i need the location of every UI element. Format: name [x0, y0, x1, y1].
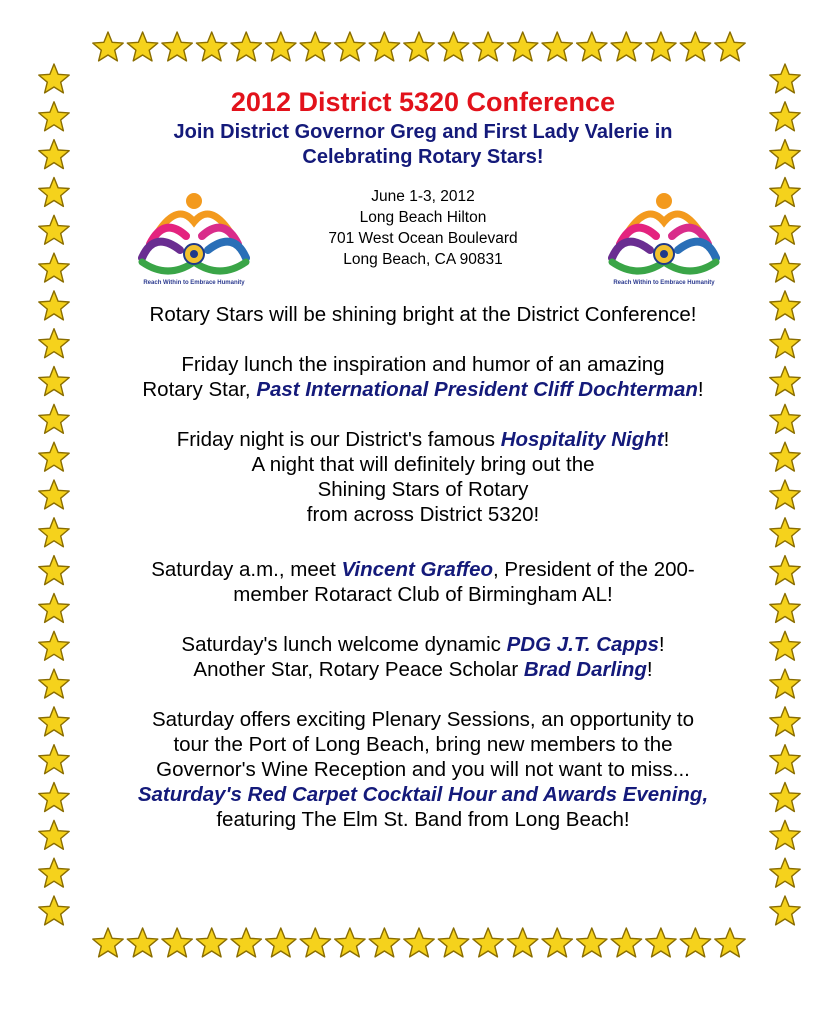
saturday-lunch-line-1-post: !: [658, 633, 665, 656]
star-icon: [404, 32, 434, 61]
star-icon: [680, 928, 711, 957]
paragraph-saturday-am: [78, 557, 768, 607]
star-icon: [93, 32, 123, 61]
logo-figures-icon: [142, 193, 246, 271]
saturday-am-line-1-post: , President of the 200-: [493, 558, 695, 581]
star-icon: [770, 783, 800, 812]
friday-lunch-line-1: Friday lunch the inspiration and humor of an amazing: [181, 353, 665, 376]
saturday-am-line-2: member Rotaract Club of Birmingham AL!: [233, 583, 613, 606]
speaker-vincent-graffeo: Vincent Graffeo: [341, 558, 494, 581]
star-icon: [39, 102, 69, 131]
star-icon: [162, 928, 192, 957]
star-icon: [770, 594, 800, 623]
saturday-events-line-3: Governor's Wine Reception and you will not want to miss...: [156, 758, 690, 781]
speaker-jt-capps: PDG J.T. Capps: [506, 633, 659, 656]
star-icon: [577, 32, 607, 61]
star-icon: [335, 928, 365, 957]
star-icon: [770, 367, 800, 396]
star-icon: [39, 896, 69, 925]
star-icon: [770, 858, 800, 887]
red-carpet-awards-evening: Saturday's Red Carpet Cocktail Hour and Awards Evening,: [137, 783, 709, 806]
star-icon: [93, 928, 123, 957]
star-icon: [507, 928, 538, 957]
logo-tagline-left: Reach Within to Embrace Humanity: [143, 280, 245, 286]
star-icon: [770, 253, 800, 282]
star-icon: [39, 707, 69, 736]
star-icon: [646, 32, 676, 61]
star-icon: [39, 518, 69, 547]
star-icon: [770, 178, 800, 207]
star-icon: [770, 745, 800, 774]
star-icon: [611, 928, 642, 957]
star-icon: [39, 594, 69, 623]
friday-night-line-1-post: !: [663, 428, 670, 451]
star-icon: [39, 442, 69, 471]
star-icon: [611, 32, 642, 61]
star-icon: [39, 669, 69, 698]
saturday-events-line-1: Saturday offers exciting Plenary Sessions, an opportunity to: [151, 708, 695, 731]
star-icon: [39, 329, 69, 358]
paragraph-shining-stars: Rotary Stars will be shining bright at the District Conference!: [149, 303, 697, 326]
star-icon: [39, 783, 69, 812]
star-icon: [196, 32, 227, 61]
star-icon: [770, 556, 800, 585]
star-icon: [770, 140, 800, 169]
star-icon: [196, 928, 227, 957]
star-icon: [770, 896, 800, 925]
star-icon: [335, 32, 365, 61]
star-icon: [231, 928, 261, 957]
star-icon: [770, 291, 800, 320]
star-icon: [39, 178, 69, 207]
star-icon: [438, 32, 469, 61]
star-icon: [770, 707, 800, 736]
star-icon: [770, 480, 800, 509]
star-icon: [542, 32, 572, 61]
friday-lunch-line-2-post: !: [697, 378, 704, 401]
saturday-events-line-5: featuring The Elm St. Band from Long Beach!: [216, 808, 630, 831]
star-icon: [770, 631, 800, 660]
star-icon: [577, 928, 607, 957]
logo-figures-icon: [612, 193, 716, 271]
star-icon: [680, 32, 711, 61]
star-icon: [473, 32, 503, 61]
star-icon: [770, 442, 800, 471]
star-icon: [770, 64, 800, 93]
star-icon: [770, 329, 800, 358]
star-icon: [162, 32, 192, 61]
flyer-content: [78, 86, 768, 832]
star-icon: [438, 928, 469, 957]
star-icon: [646, 928, 676, 957]
subtitle-line-2: Celebrating Rotary Stars!: [302, 146, 544, 168]
star-icon: [127, 928, 158, 957]
friday-night-line-1-pre: Friday night is our District's famous: [176, 428, 501, 451]
star-icon: [404, 928, 434, 957]
saturday-lunch-line-1-pre: Saturday's lunch welcome dynamic: [181, 633, 507, 656]
speaker-cliff-dochterman: Past International President Cliff Dochterman: [256, 378, 698, 401]
rotary-theme-logo-left: [128, 192, 260, 288]
star-icon: [770, 518, 800, 547]
star-icon: [39, 215, 69, 244]
star-icon: [300, 32, 331, 61]
rotary-theme-logo-right: [598, 192, 730, 288]
paragraph-saturday-events: [78, 707, 768, 832]
saturday-lunch-line-2-post: !: [646, 658, 653, 681]
paragraph-saturday-lunch: [78, 632, 768, 682]
subtitle-line-1: Join District Governor Greg and First Lady Valerie in: [173, 121, 673, 143]
speaker-brad-darling: Brad Darling: [523, 658, 647, 681]
star-icon: [369, 32, 400, 61]
paragraph-friday-lunch: [78, 352, 768, 402]
star-icon: [770, 820, 800, 849]
subtitle: [78, 120, 768, 170]
friday-night-line-3: Shining Stars of Rotary: [317, 478, 529, 501]
star-icon: [266, 928, 296, 957]
friday-lunch-line-2-pre: Rotary Star,: [142, 378, 257, 401]
star-icon: [39, 64, 69, 93]
saturday-lunch-line-2-pre: Another Star, Rotary Peace Scholar: [193, 658, 524, 681]
star-icon: [369, 928, 400, 957]
logo-tagline-right: Reach Within to Embrace Humanity: [613, 280, 715, 286]
star-icon: [770, 102, 800, 131]
event-date: June 1-3, 2012: [371, 188, 475, 205]
saturday-events-line-2: tour the Port of Long Beach, bring new members to the: [173, 733, 673, 756]
star-icon: [231, 32, 261, 61]
star-icon: [507, 32, 538, 61]
star-icon: [39, 745, 69, 774]
star-icon: [39, 631, 69, 660]
star-icon: [39, 820, 69, 849]
star-icon: [770, 669, 800, 698]
star-icon: [300, 928, 331, 957]
star-icon: [715, 928, 745, 957]
friday-night-line-4: from across District 5320!: [306, 503, 540, 526]
friday-night-line-2: A night that will definitely bring out the: [251, 453, 595, 476]
star-icon: [39, 858, 69, 887]
star-icon: [39, 367, 69, 396]
event-details: [248, 186, 598, 270]
saturday-am-line-1-pre: Saturday a.m., meet: [151, 558, 342, 581]
star-icon: [127, 32, 158, 61]
star-icon: [266, 32, 296, 61]
page-title: 2012 District 5320 Conference: [230, 87, 616, 117]
star-icon: [39, 556, 69, 585]
event-venue: Long Beach Hilton: [359, 209, 487, 226]
star-icon: [39, 140, 69, 169]
star-icon: [770, 404, 800, 433]
star-icon: [473, 928, 503, 957]
event-city: Long Beach, CA 90831: [343, 251, 503, 268]
event-info-row: [78, 182, 768, 302]
star-icon: [39, 291, 69, 320]
star-icon: [39, 480, 69, 509]
paragraph-friday-night: [78, 427, 768, 527]
star-icon: [715, 32, 745, 61]
star-icon: [39, 404, 69, 433]
event-address: 701 West Ocean Boulevard: [328, 230, 518, 247]
star-icon: [39, 253, 69, 282]
star-icon: [770, 215, 800, 244]
hospitality-night: Hospitality Night: [500, 428, 664, 451]
star-icon: [542, 928, 572, 957]
